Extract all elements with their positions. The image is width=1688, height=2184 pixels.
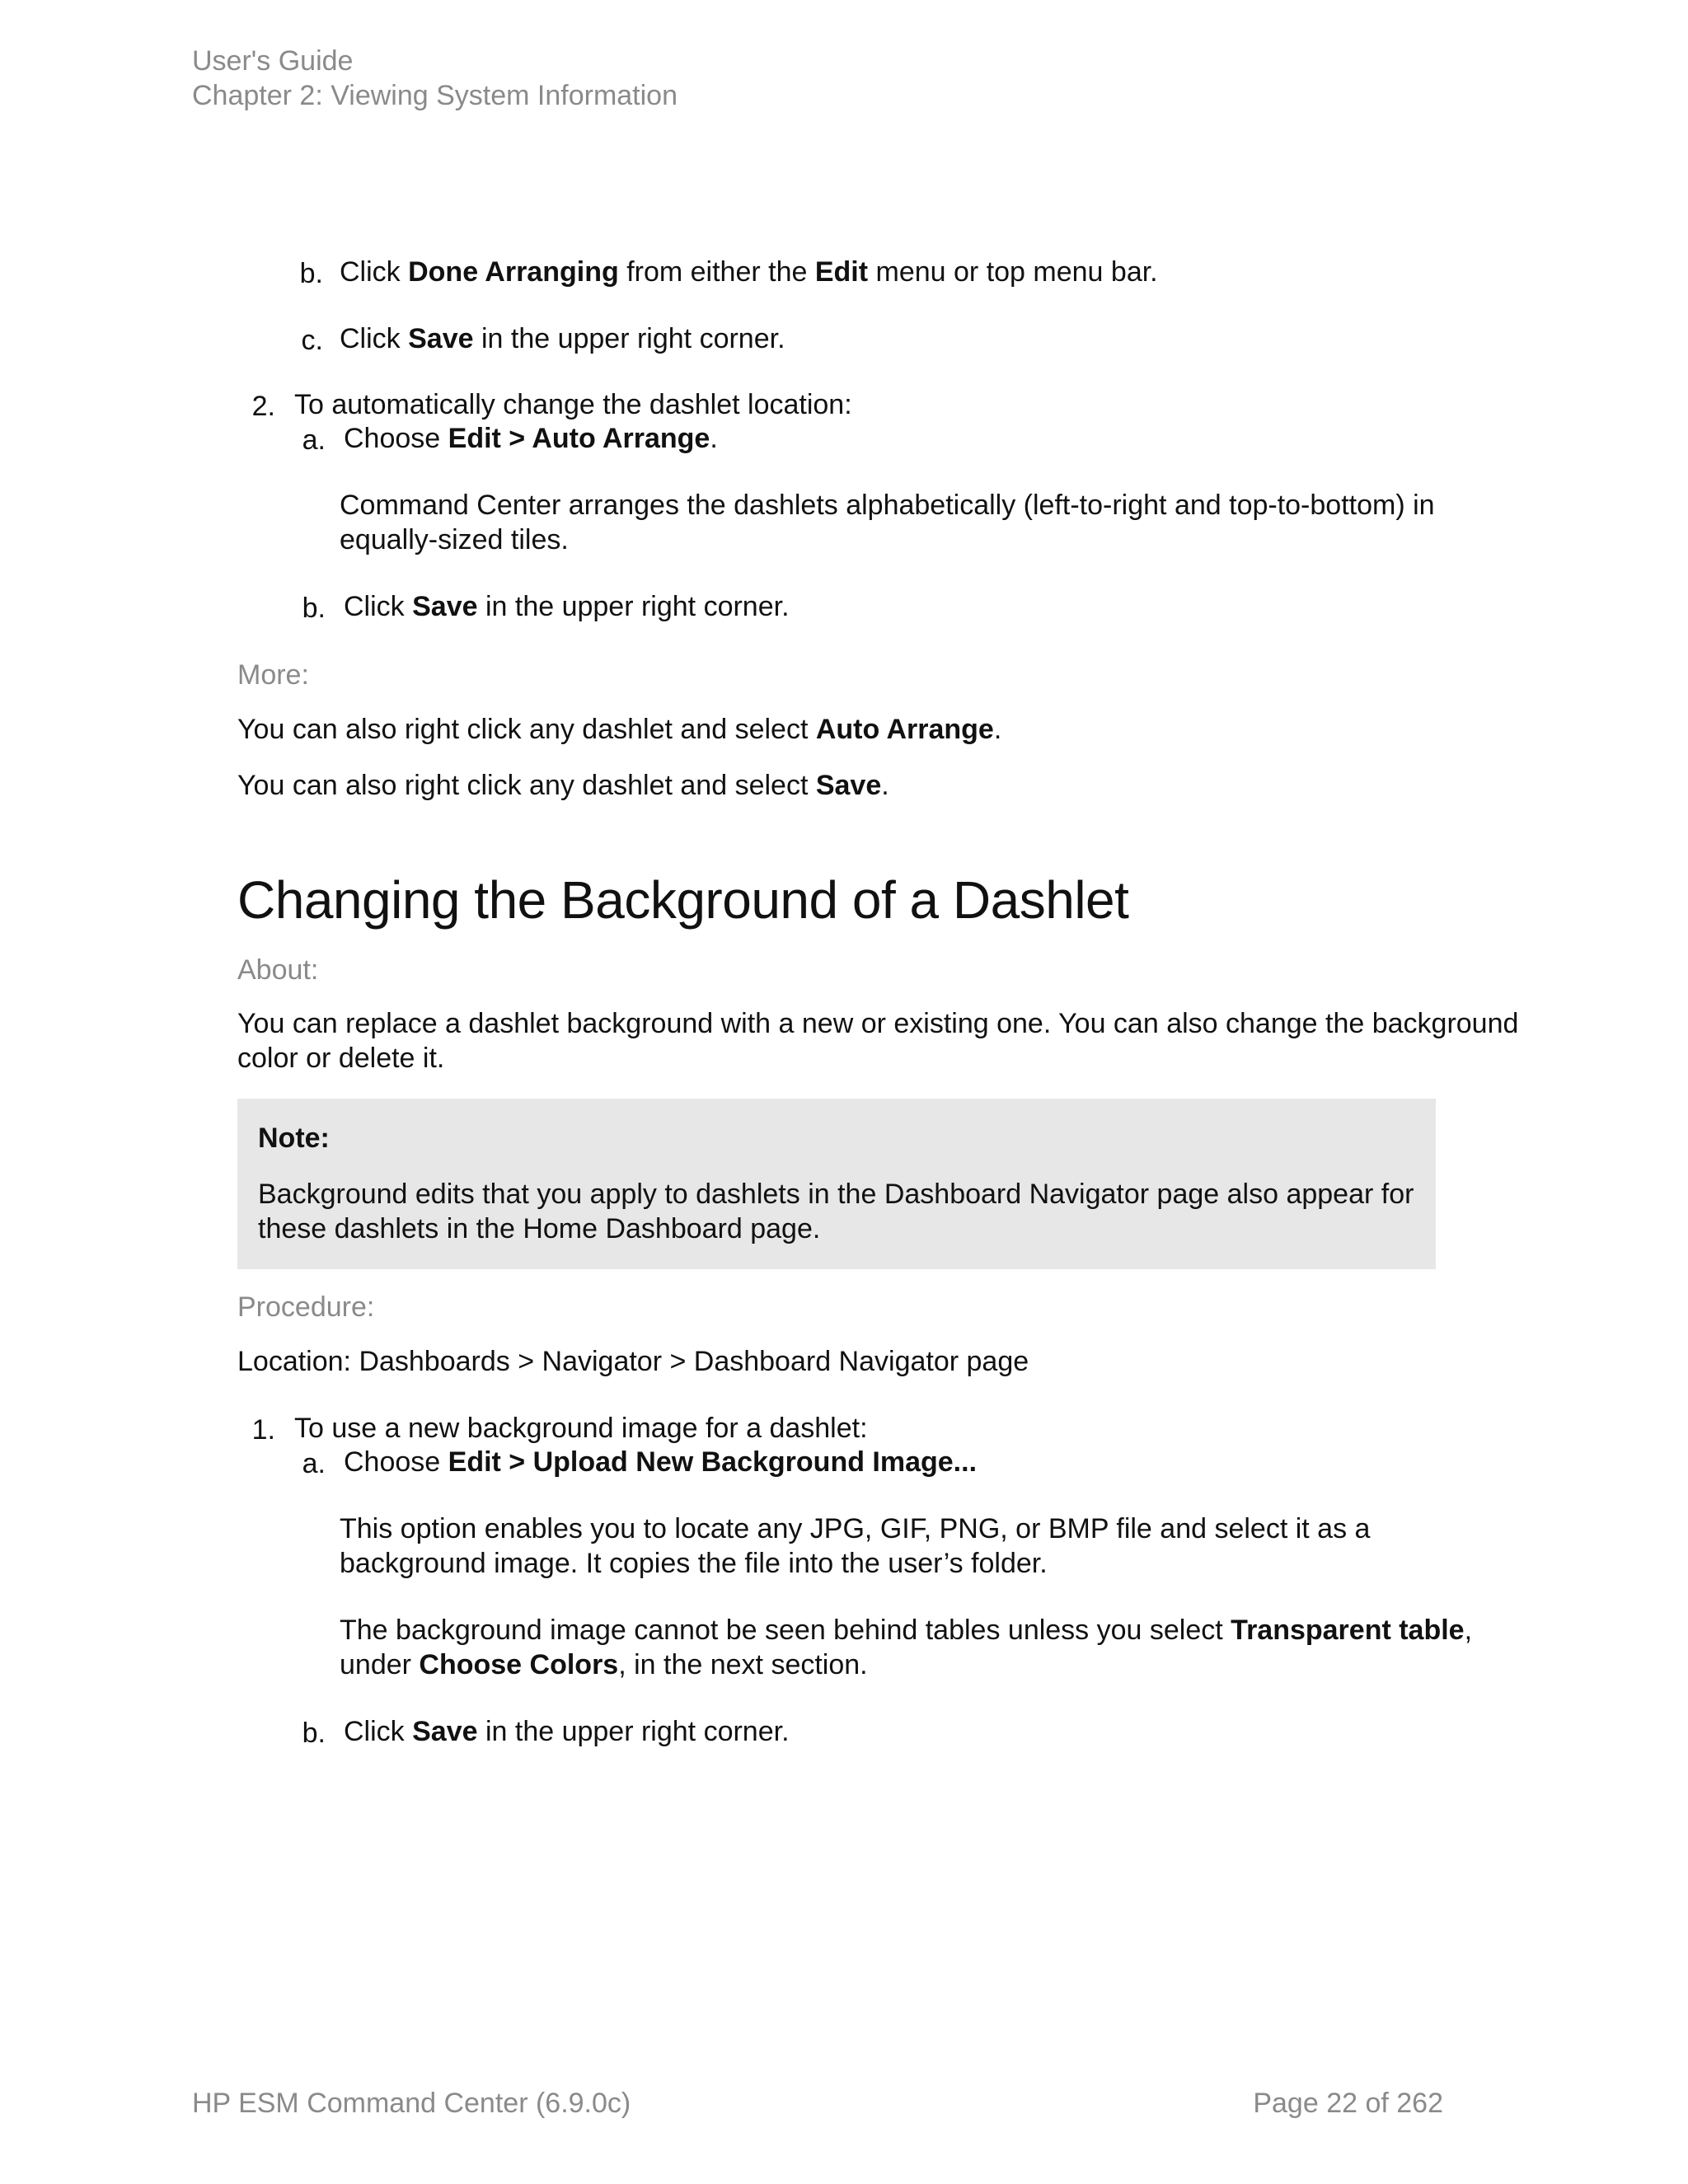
list-marker: c.: [301, 325, 323, 356]
paragraph-line: This option enables you to locate any JPG, GIF, PNG, or BMP file and select it as a: [340, 1513, 1371, 1544]
location-path: Location: Dashboards > Navigator > Dashboard Navigator page: [237, 1346, 1029, 1377]
list-item-save: Click Save in the upper right corner.: [340, 323, 785, 354]
list-marker: b.: [302, 593, 326, 624]
list-marker: a.: [302, 424, 326, 456]
paragraph-line: equally-sized tiles.: [340, 524, 569, 555]
list-marker: 2.: [251, 391, 275, 422]
footer-product: HP ESM Command Center (6.9.0c): [192, 2088, 631, 2119]
running-header-guide: User's Guide: [192, 45, 354, 77]
note-text-line: these dashlets in the Home Dashboard page.: [258, 1213, 821, 1244]
note-text-line: Background edits that you apply to dashlets in the Dashboard Navigator page also appear for: [258, 1179, 1414, 1210]
list-marker: b.: [299, 258, 323, 289]
list-marker: a.: [302, 1448, 326, 1479]
list-item-upload-background: Choose Edit > Upload New Background Image...: [344, 1446, 978, 1478]
note-label: Note:: [258, 1122, 330, 1154]
footer-page-number: Page 22 of 262: [1253, 2088, 1443, 2119]
section-label-procedure: Procedure:: [237, 1291, 375, 1323]
running-header-chapter: Chapter 2: Viewing System Information: [192, 80, 678, 111]
more-tip-auto-arrange: You can also right click any dashlet and select Auto Arrange.: [237, 714, 1002, 745]
paragraph-line: background image. It copies the file into the user’s folder.: [340, 1548, 1048, 1579]
list-item-new-background: To use a new background image for a dashlet:: [294, 1413, 868, 1444]
section-label-more: More:: [237, 659, 309, 691]
paragraph-line: You can replace a dashlet background with a new or existing one. You can also change the background: [237, 1008, 1519, 1039]
list-item-save: Click Save in the upper right corner.: [344, 1716, 790, 1747]
paragraph-line: under Choose Colors, in the next section.: [340, 1649, 868, 1680]
list-marker: b.: [302, 1718, 326, 1749]
list-item-auto-arrange: Choose Edit > Auto Arrange.: [344, 423, 718, 454]
list-item-auto-change: To automatically change the dashlet location:: [294, 389, 852, 420]
list-marker: 1.: [251, 1414, 275, 1446]
paragraph-line: The background image cannot be seen behind tables unless you select Transparent table,: [340, 1615, 1473, 1646]
paragraph-line: color or delete it.: [237, 1043, 445, 1074]
more-tip-save: You can also right click any dashlet and select Save.: [237, 770, 889, 801]
section-heading: Changing the Background of a Dashlet: [237, 870, 1129, 930]
section-label-about: About:: [237, 954, 319, 986]
paragraph-line: Command Center arranges the dashlets alphabetically (left-to-right and top-to-bottom) in: [340, 490, 1435, 521]
list-item-done-arranging: Click Done Arranging from either the Edit menu or top menu bar.: [340, 256, 1158, 288]
list-item-save: Click Save in the upper right corner.: [344, 591, 790, 622]
